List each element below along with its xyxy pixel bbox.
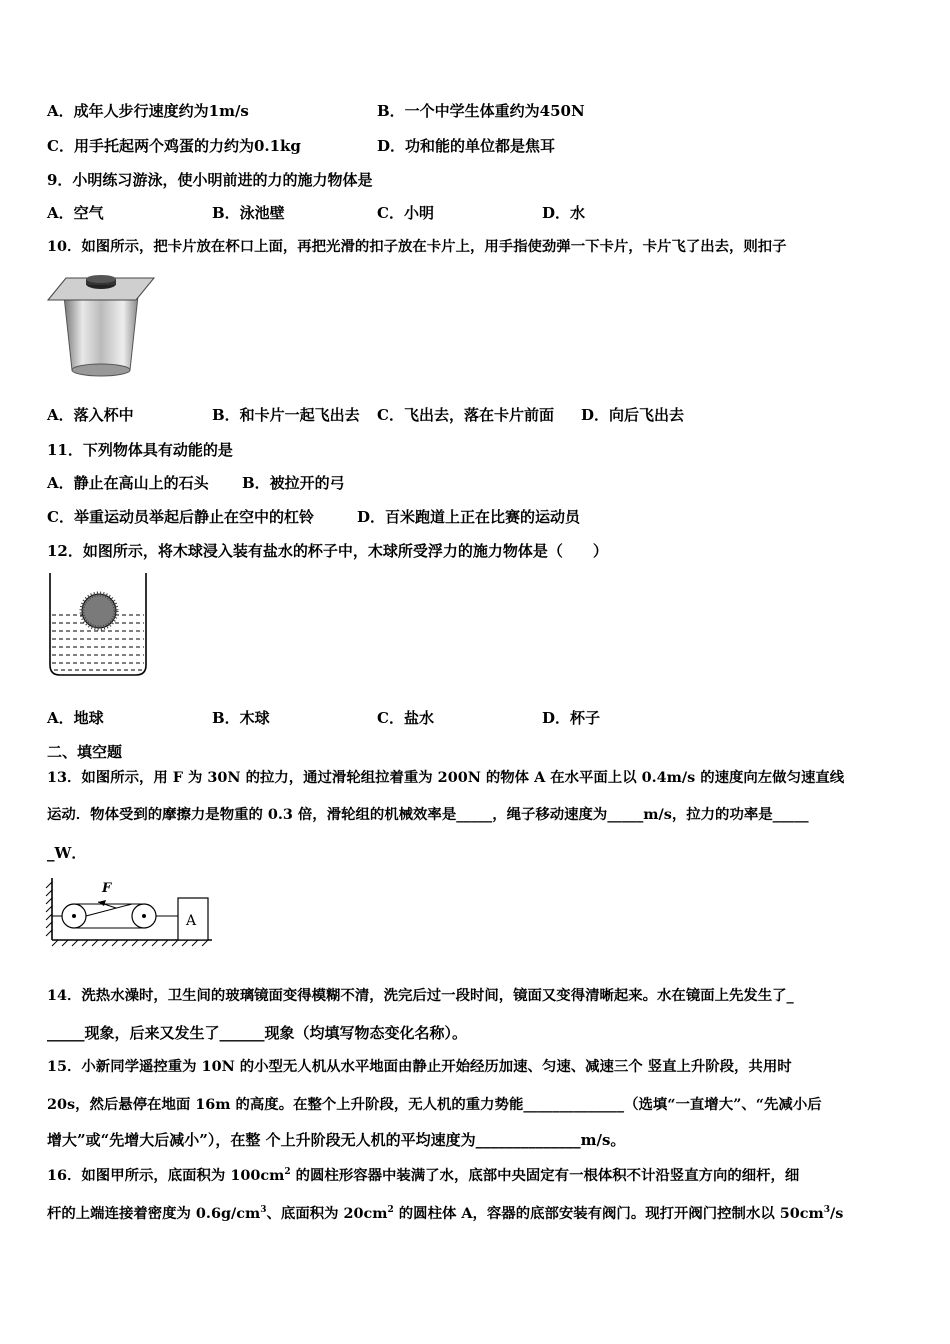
q8-option-d: D．功和能的单位都是焦耳 [377,137,556,155]
q13-line-2: 运动．物体受到的摩擦力是物重的 0.3 倍，滑轮组的机械效率是_____，绳子移动速度为_____m/s，拉力的功率是_____ [47,806,809,823]
q16-line-2-part-a: 杆的上端连接着密度为 0.6g/cm [47,1205,261,1222]
q12-stem: 12．如图所示，将木球浸入装有盐水的杯子中，木球所受浮力的施力物体是（ ） [47,542,608,560]
q11-option-d: D．百米跑道上正在比赛的运动员 [357,508,581,526]
q16-line-1-sup: 2 [284,1167,291,1177]
q16-line-1-part-a: 16．如图甲所示，底面积为 100cm [47,1167,285,1184]
q16-line-1 [47,1166,799,1186]
q15-line-3: 增大”或“先增大后减小”），在整 个上升阶段无人机的平均速度为______________m/s。 [47,1131,626,1149]
q16-line-1-part-b: 的圆柱形容器中装满了水，底部中央固定有一根体积不计沿竖直方向的细杆，细 [290,1167,800,1184]
q11-option-b: B．被拉开的弓 [242,474,345,492]
q8-option-c: C．用手托起两个鸡蛋的力约为0.1kg [47,137,301,155]
q15-line-1: 15．小新同学遥控重为 10N 的小型无人机从水平地面由静止开始经历加速、匀速、减速三个 竖直上升阶段，共用时 [47,1058,792,1075]
q12-option-a: A．地球 [47,709,104,727]
q8-option-b: B．一个中学生体重约为450N [377,102,585,120]
q11-stem: 11．下列物体具有动能的是 [47,441,233,459]
q16-line-2 [47,1204,843,1224]
q8-option-a: A．成年人步行速度约为1m/s [47,102,249,120]
q9-stem: 9．小明练习游泳，使小明前进的力的施力物体是 [47,171,373,189]
q9-option-a: A．空气 [47,204,104,222]
q16-line-2-sup-1: 3 [260,1205,267,1215]
q12-option-c: C．盐水 [377,709,434,727]
q16-line-2-sup-2: 2 [387,1205,394,1215]
q14-line-1: 14．洗热水澡时，卫生间的玻璃镜面变得模糊不清，洗完后过一段时间，镜面又变得清晰起来。水在镜面上先发生了_ [47,987,794,1004]
q10-option-d: D．向后飞出去 [581,406,685,424]
block-label-a: A [186,913,197,929]
q13-line-1: 13．如图所示，用 F 为 30N 的拉力，通过滑轮组拉着重为 200N 的物体 A 在水平面上以 0.4m/s 的速度向左做匀速直线 [47,769,845,786]
q10-option-b: B．和卡片一起飞出去 [212,406,360,424]
q10-stem: 10．如图所示，把卡片放在杯口上面，再把光滑的扣子放在卡片上，用手指使劲弹一下卡片，卡片飞了出去，则扣子 [47,238,787,255]
force-label-f: F [102,881,112,896]
q14-line-2: _____现象，后来又发生了______现象（均填写物态变化名称）。 [47,1024,468,1042]
q16-line-2-part-d: /s [830,1205,844,1222]
q9-option-d: D．水 [542,204,586,222]
q16-line-2-part-c: 的圆柱体 A，容器的底部安装有阀门。现打开阀门控制水以 50cm [393,1205,824,1222]
q10-option-c: C．飞出去，落在卡片前面 [377,406,554,424]
q12-option-d: D．杯子 [542,709,601,727]
section-fill-in-heading: 二、填空题 [47,743,123,761]
wooden-ball-saltwater-figure [46,573,150,677]
q10-option-a: A．落入杯中 [47,406,134,424]
q11-option-a: A．静止在高山上的石头 [47,474,209,492]
q9-option-c: C．小明 [377,204,434,222]
q15-line-2: 20s，然后悬停在地面 16m 的高度。在整个上升阶段，无人机的重力势能______________（选填“一直增大”、“先减小后 [47,1096,822,1113]
q11-option-c: C．举重运动员举起后静止在空中的杠铃 [47,508,314,526]
q12-option-b: B．木球 [212,709,270,727]
q13-line-3: _W． [47,844,87,862]
q16-line-2-sup-3: 3 [823,1205,831,1215]
q16-line-2-part-b: 、底面积为 20cm [266,1205,388,1222]
q9-option-b: B．泳池壁 [212,204,285,222]
cup-card-button-figure [46,270,156,382]
pulley-system-figure [44,874,216,948]
